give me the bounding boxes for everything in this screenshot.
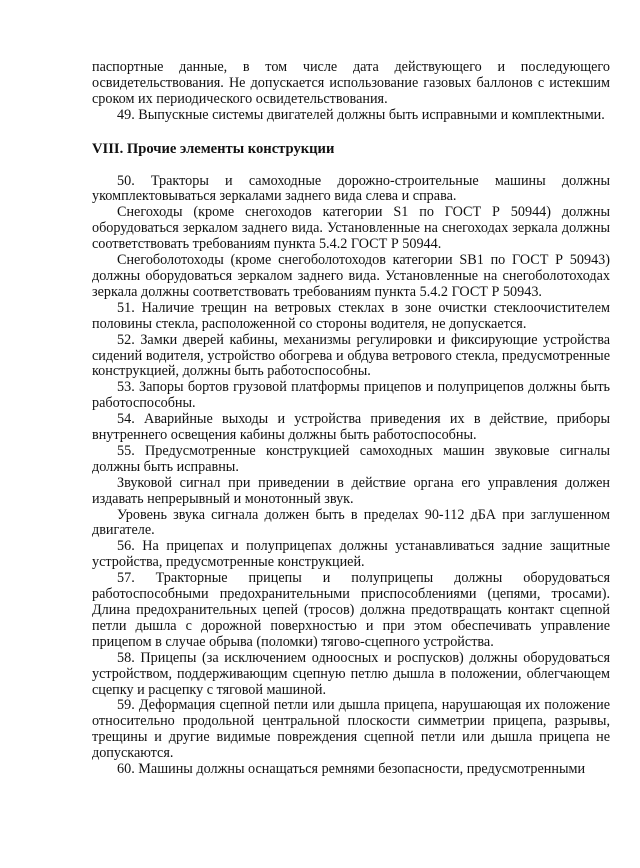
paragraph-sound-signal: Звуковой сигнал при приведении в действие органа его управления должен издавать непрерывный и монотонный звук.: [92, 474, 610, 507]
paragraph-sound-level: Уровень звука сигнала должен быть в пределах 90-112 дБА при заглушенном двигателе.: [92, 506, 610, 539]
document-body: [92, 60, 610, 778]
paragraph-59: 59. Деформация сцепной петли или дышла прицепа, нарушающая их положение относительно продольной центральной плоскости симметрии прицепа, разрывы, трещины и другие видимые повреждения сцепной петли или дышла прицепа не допускаются.: [92, 697, 610, 762]
paragraph-60: 60. Машины должны оснащаться ремнями безопасности, предусмотренными: [117, 761, 586, 778]
paragraph-snowmobiles: Снегоходы (кроме снегоходов категории S1 по ГОСТ Р 50944) должны оборудоваться зеркалом заднего вида. Установленные на снегоходах зеркала должны соответствовать требованиям пункта 5.4.2 ГОСТ Р 50944.: [92, 204, 610, 253]
paragraph-57: 57. Тракторные прицепы и полуприцепы должны оборудоваться работоспособными предохранительными приспособлениями (цепями, тросами). Длина предохранительных цепей (тросов) должна предотвращать контакт сцепной петли дышла с дорожной поверхностью и при этом обеспечивать управление прицепом в случае обрыва (поломки) тягово-сцепного устройства.: [92, 570, 610, 650]
section-heading: VIII. Прочие элементы конструкции: [92, 140, 335, 157]
paragraph-55: 55. Предусмотренные конструкцией самоходных машин звуковые сигналы должны быть исправны.: [92, 442, 610, 475]
paragraph-51: 51. Наличие трещин на ветровых стеклах в зоне очистки стеклоочистителем половины стекла, расположенной со стороны водителя, не допускается.: [92, 299, 610, 332]
paragraph-58: 58. Прицепы (за исключением одноосных и роспусков) должны оборудоваться устройством, поддерживающим сцепную петлю дышла в положении, облегчающем сцепку и расцепку с тяговой машиной.: [92, 649, 610, 698]
paragraph-50: 50. Тракторы и самоходные дорожно-строительные машины должны укомплектовываться зеркалами заднего вида слева и справа.: [92, 172, 610, 205]
paragraph-53: 53. Запоры бортов грузовой платформы прицепов и полуприцепов должны быть работоспособны.: [92, 379, 610, 412]
paragraph-49: 49. Выпускные системы двигателей должны быть исправными и комплектными.: [117, 106, 605, 123]
paragraph-54: 54. Аварийные выходы и устройства приведения их в действие, приборы внутреннего освещения кабины должны быть работоспособны.: [92, 411, 610, 444]
paragraph-52: 52. Замки дверей кабины, механизмы регулировки и фиксирующие устройства сидений водителя, устройство обогрева и обдува ветрового стекла, предусмотренные конструкцией, должны быть работоспособны.: [92, 331, 610, 380]
paragraph-56: 56. На прицепах и полуприцепах должны устанавливаться задние защитные устройства, предусмотренные конструкцией.: [92, 538, 610, 571]
paragraph-swamp-vehicles: Снегоболотоходы (кроме снегоболотоходов категории SB1 по ГОСТ Р 50943) должны оборудоваться зеркалом заднего вида. Установленные на снегоболотоходах зеркала должны соответствовать требованиям пункта 5.4.2 ГОСТ Р 50943.: [92, 252, 610, 300]
paragraph-passport-data: паспортные данные, в том числе дата действующего и последующего освидетельствования. Не допускается использование газовых баллонов с истекшим сроком их периодического освидетельствования.: [92, 59, 610, 107]
